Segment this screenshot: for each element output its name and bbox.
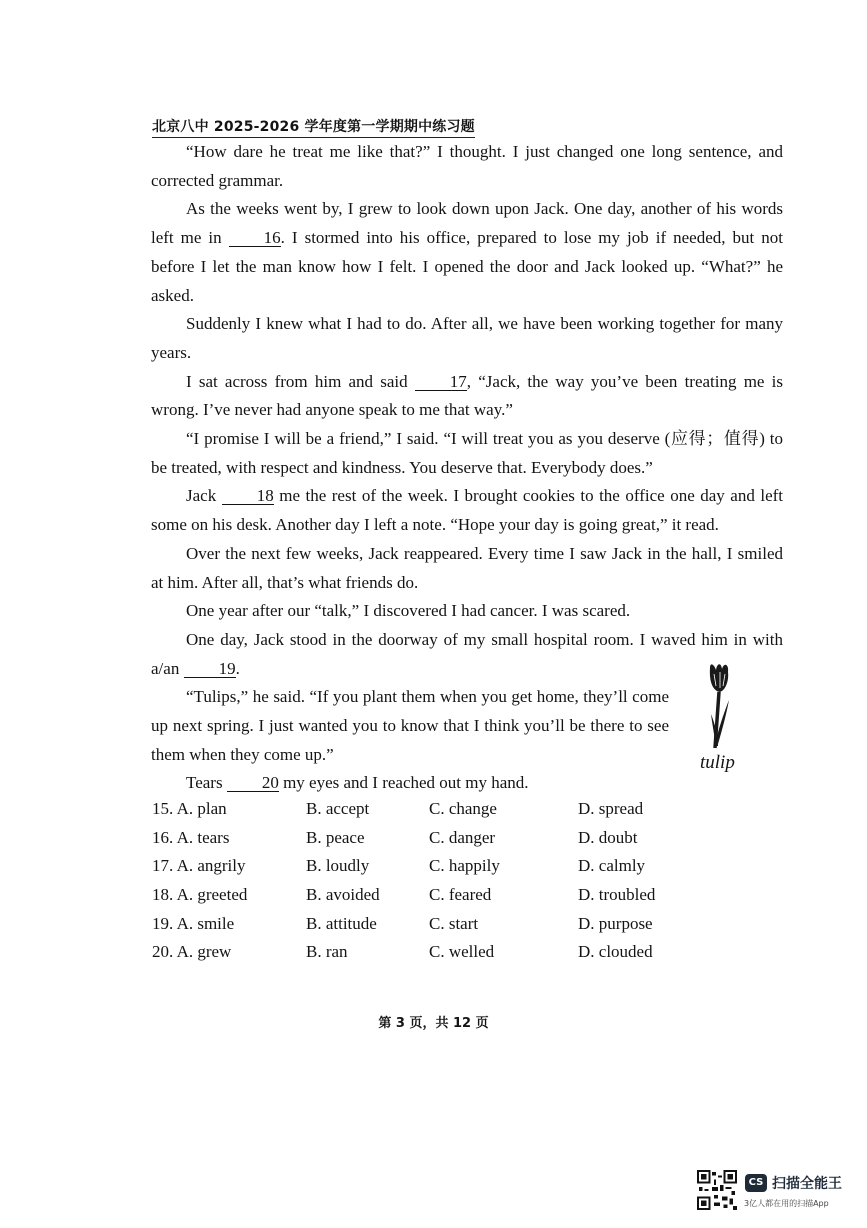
option-row <box>152 795 712 824</box>
exam-header: 北京八中 2025-2026 学年度第一学期期中练习题 <box>152 116 475 138</box>
option-a: 15. A. plan <box>152 799 227 818</box>
question-number: 17. <box>152 856 174 876</box>
option-c: C. feared <box>429 885 492 905</box>
camscanner-logo-icon: CS <box>745 1174 767 1192</box>
option-d: D. purpose <box>578 913 653 933</box>
option-a: 20. A. grew <box>152 942 232 962</box>
option-d: D. spread <box>578 799 644 818</box>
option-c: C. danger <box>429 827 496 847</box>
tulip-caption: tulip <box>700 752 735 773</box>
question-number: 19. <box>152 913 174 933</box>
blank-16: 16 <box>229 229 281 247</box>
paragraph: “How dare he treat me like that?” I thought. I just changed one long sentence, and corrected grammar. <box>151 142 783 190</box>
option-a: 17. A. angrily <box>152 856 246 876</box>
option-b: B. ran <box>306 942 348 962</box>
option-c: C. start <box>429 913 479 933</box>
option-b: B. avoided <box>306 885 380 905</box>
paragraph: I sat across from him and said 17, “Jack, the way you’ve been treating me is wrong. I’ve never had anyone speak to me that way.” <box>151 371 783 420</box>
qr-code-icon <box>697 1170 737 1210</box>
paragraph: Tears 20 my eyes and I reached out my hand. <box>186 773 529 793</box>
option-c: C. welled <box>429 942 495 962</box>
option-row <box>152 824 712 853</box>
paragraph: Jack 18 me the rest of the week. I brought cookies to the office one day and left some on his desk. Another day I left a note. “Hope your day is going great,” it read. <box>151 486 783 535</box>
option-d: D. doubt <box>578 827 638 847</box>
option-c: C. happily <box>429 856 500 876</box>
option-a: 19. A. smile <box>152 913 235 933</box>
option-a: 16. A. tears <box>152 827 230 847</box>
paragraph: Suddenly I knew what I had to do. After all, we have been working together for many years. <box>151 314 783 362</box>
paragraph: “I promise I will be a friend,” I said. “I will treat you as you deserve (应得；值得) to be treated, with respect and kindness. You deserve that. Everybody does.” <box>151 429 783 477</box>
option-row <box>152 938 712 967</box>
page-number: 第 3 页，共 12 页 <box>378 1016 489 1031</box>
answer-options <box>152 795 712 967</box>
option-b: B. loudly <box>306 856 370 876</box>
paragraph: “Tulips,” he said. “If you plant them when you get home, they’ll come up next spring. I just wanted you to know that I think you’ll be there to see them when they come up.” <box>151 687 669 764</box>
blank-20: 20 <box>227 774 279 792</box>
option-c: C. change <box>429 799 497 818</box>
blank-17: 17 <box>415 373 467 391</box>
paragraph: One day, Jack stood in the doorway of my small hospital room. I waved him in with a/an 19. <box>151 629 783 678</box>
option-row <box>152 852 712 881</box>
question-number: 18. <box>152 885 174 905</box>
paragraph: As the weeks went by, I grew to look down upon Jack. One day, another of his words left me in 16. I stormed into his office, prepared to lose my job if needed, but not before I let the man know how I felt. I opened the door and Jack looked up. “What?” he asked. <box>151 199 783 305</box>
scanner-app-name: 扫描全能王 <box>772 1176 842 1192</box>
paragraph: Over the next few weeks, Jack reappeared. Every time I saw Jack in the hall, I smiled at him. After all, that’s what friends do. <box>151 543 783 592</box>
option-b: B. attitude <box>306 913 377 933</box>
blank-18: 18 <box>222 487 274 505</box>
option-d: D. calmly <box>578 856 646 876</box>
option-row <box>152 881 712 910</box>
paragraph: One year after our “talk,” I discovered I had cancer. I was scared. <box>186 601 631 621</box>
question-number: 16. <box>152 827 174 847</box>
question-number: 20. <box>152 942 174 962</box>
scanner-tagline: 3亿人都在用的扫描App <box>744 1199 829 1208</box>
question-number: 15. <box>152 799 174 818</box>
option-b: B. accept <box>306 799 370 818</box>
option-row <box>152 910 712 939</box>
option-d: D. troubled <box>578 885 656 905</box>
option-d: D. clouded <box>578 942 653 962</box>
cloze-passage <box>151 138 783 798</box>
option-b: B. peace <box>306 827 365 847</box>
option-a: 18. A. greeted <box>152 885 248 905</box>
blank-19: 19 <box>184 660 236 678</box>
